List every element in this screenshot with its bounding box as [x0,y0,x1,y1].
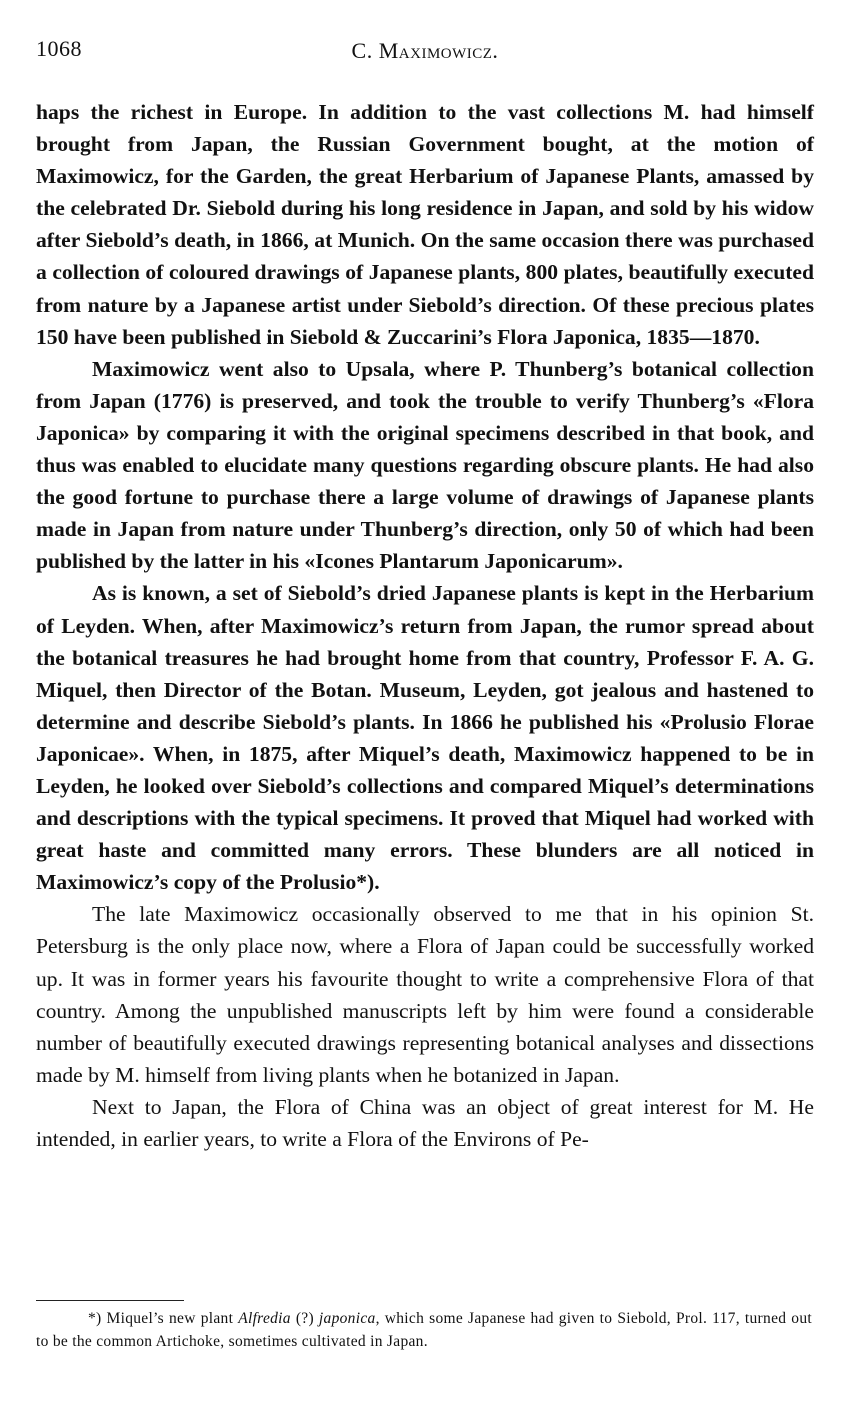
footnote-query: (?) [290,1310,319,1327]
body-text [36,96,814,1155]
page-number: 1068 [36,36,82,61]
footnote-rule [36,1300,184,1301]
page-header [36,30,814,70]
paragraph: haps the richest in Europe. In addition to the vast collections M. had himself brought from Japan, the Russian Government bought, at the motion of Maximowicz, for the Garden, the great Herbarium of Japanese Plants, amassed by the celebrated Dr. Siebold during his long residence in Japan, and sold by his widow after Siebold’s death, in 1866, at Munich. On the same occasion there was purchased a collection of coloured drawings of Japanese plants, 800 plates, beautifully executed from nature by a Japanese artist under Siebold’s direction. Of these precious plates 150 have been published in Siebold & Zuccarini’s Flora Japonica, 1835—1870. [36,100,814,349]
footnote-genus: Alfredia [238,1310,291,1327]
paragraph: The late Maximowicz occasionally observed to me that in his opinion St. Petersburg is the only place now, where a Flora of Japan could be successfully worked up. It was in former years his favourite thought to write a comprehensive Flora of that country. Among the unpublished manuscripts left by him were found a considerable number of beautifully executed drawings representing botanical analyses and dissections made by M. himself from living plants when he botanized in Japan. [36,902,814,1087]
paragraph: Maximowicz went also to Upsala, where P. Thunberg’s botanical collection from Japan (1776) is preserved, and took the trouble to verify Thunberg’s «Flora Japonica» by comparing it with the original specimens described in that book, and thus was enabled to elucidate many questions regarding obscure plants. He had also the good fortune to purchase there a large volume of drawings of Japanese plants made in Japan from nature under Thunberg’s direction, only 50 of which had been published by the latter in his «Icones Plantarum Japonicarum». [36,356,814,574]
paragraph: As is known, a set of Siebold’s dried Japanese plants is kept in the Herbarium of Leyden. When, after Maximowicz’s return from Japan, the rumor spread about the botanical treasures he had brought home from that country, Professor F. A. G. Miquel, then Director of the Botan. Museum, Leyden, got jealous and hastened to determine and describe Siebold’s plants. In 1866 he published his «Prolusio Florae Japonicae». When, in 1875, after Miquel’s death, Maximowicz happened to be in Leyden, he looked over Siebold’s collections and compared Miquel’s determinations and descriptions with the typical specimens. It proved that Miquel had worked with great haste and committed many errors. These blunders are all noticed in Maximowicz’s copy of the Prolusio*). [36,581,814,895]
paragraph: Next to Japan, the Flora of China was an object of great interest for M. He intended, in earlier years, to write a Flora of the Environs of Pe- [36,1094,814,1151]
footnote-lead: *) Miquel’s new plant [88,1310,239,1327]
running-head: C. Maximowicz. [351,38,499,63]
page [36,30,814,1155]
footnote-species: japonica [318,1310,376,1327]
footnote-rest: , which some Japanese had given to Siebold, Prol. 117, turned out to be the common Artichoke, sometimes cultivated in Japan. [36,1310,812,1350]
footnotes [36,1307,812,1353]
footnote [36,1307,812,1353]
